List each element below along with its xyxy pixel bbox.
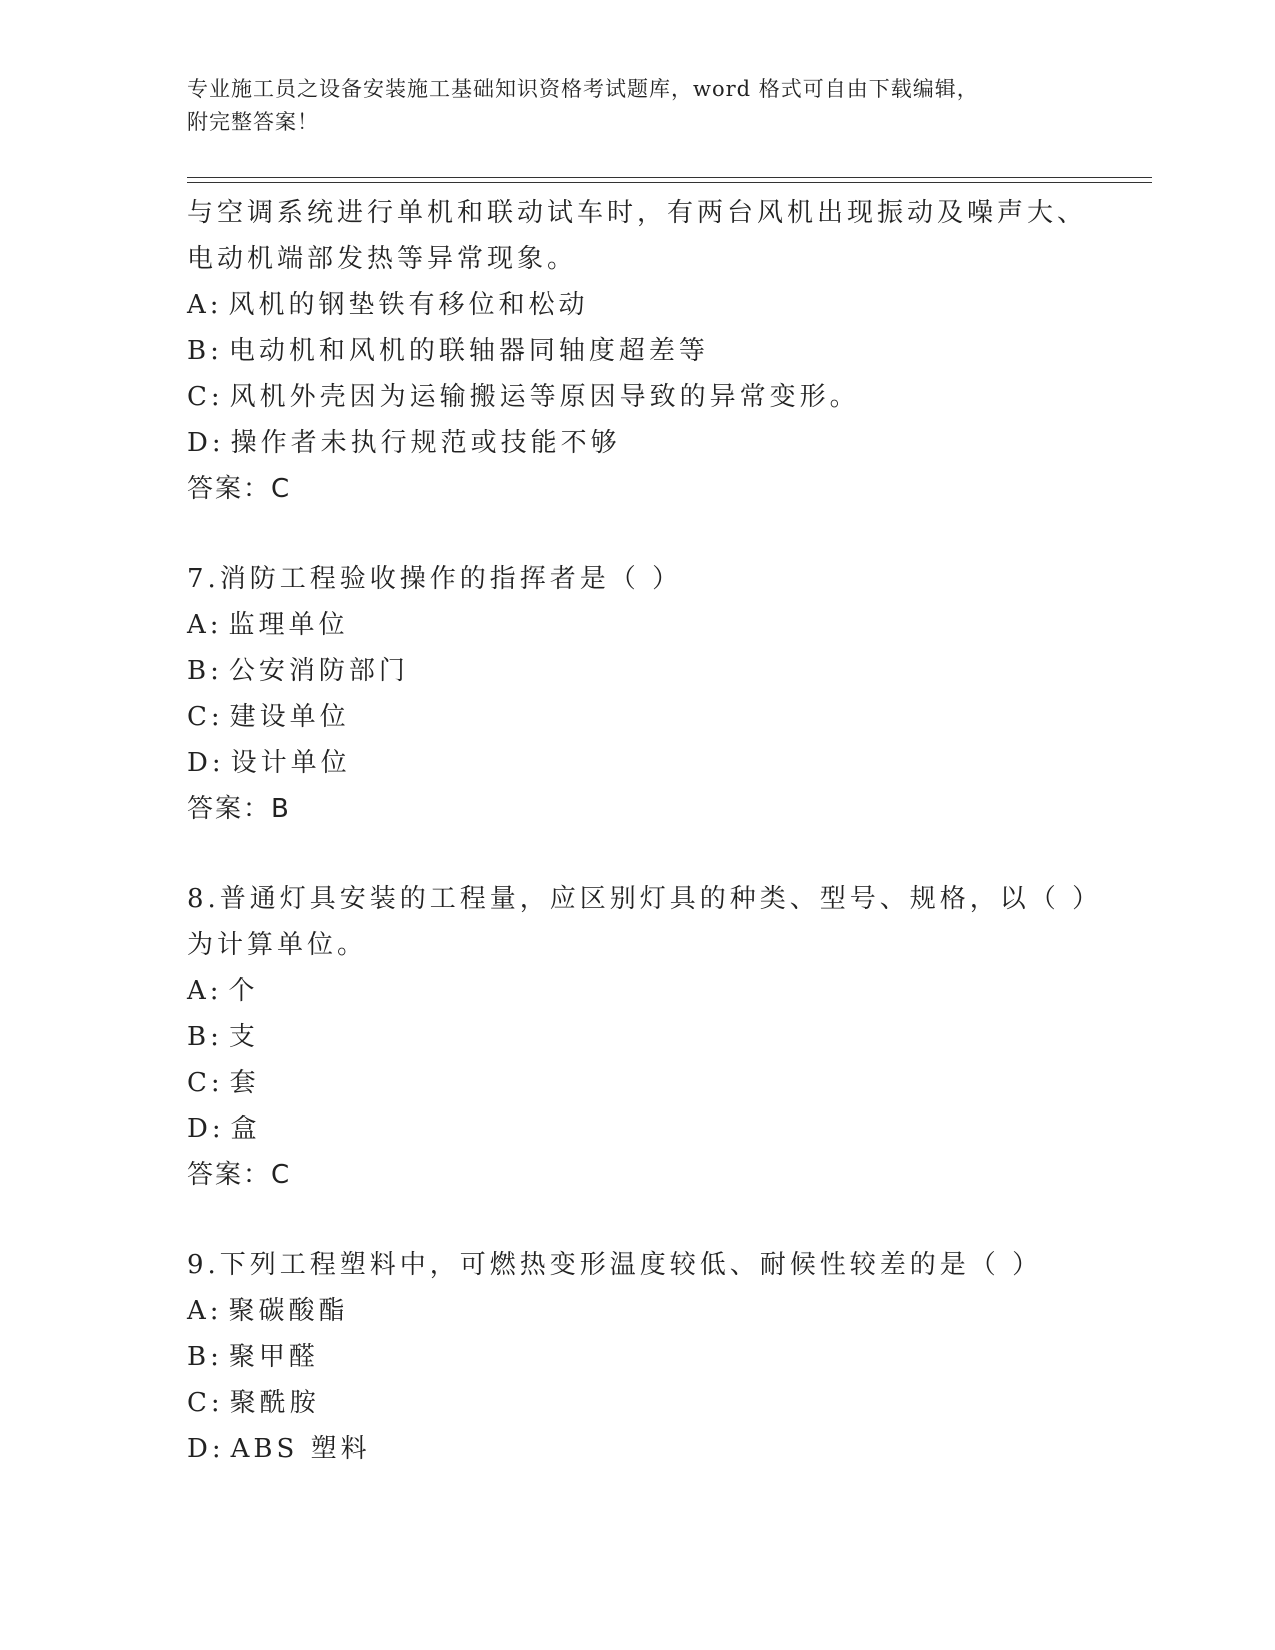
option-label: B: bbox=[187, 1022, 223, 1052]
question-text-line: 与空调系统进行单机和联动试车时，有两台风机出现振动及噪声大、 bbox=[187, 198, 1088, 228]
option-label: A: bbox=[187, 610, 223, 640]
option-a bbox=[187, 968, 1067, 1014]
question-9 bbox=[187, 1242, 1067, 1472]
option-text: 风机的钢垫铁有移位和松动 bbox=[228, 290, 589, 320]
question-text-line: 9.下列工程塑料中，可燃热变形温度较低、耐候性较差的是（ ） bbox=[187, 1250, 1043, 1280]
option-label: C: bbox=[187, 1068, 224, 1098]
option-a bbox=[187, 282, 1067, 328]
option-text: 个 bbox=[228, 976, 259, 1006]
option-label: B: bbox=[187, 656, 223, 686]
option-d bbox=[187, 420, 1067, 466]
option-label: B: bbox=[187, 336, 223, 366]
option-text: 聚甲醛 bbox=[228, 1342, 319, 1372]
header-divider-bottom bbox=[187, 182, 1152, 183]
answer: 答案：C bbox=[187, 1160, 292, 1190]
option-label: C: bbox=[187, 702, 224, 732]
header-divider-top bbox=[187, 177, 1152, 178]
option-text: 公安消防部门 bbox=[228, 656, 409, 686]
question-text-line: 7.消防工程验收操作的指挥者是（ ） bbox=[187, 564, 683, 594]
option-label: A: bbox=[187, 290, 223, 320]
option-b bbox=[187, 1334, 1067, 1380]
question-text-line: 8.普通灯具安装的工程量，应区别灯具的种类、型号、规格，以（ ） bbox=[187, 884, 1103, 914]
option-c bbox=[187, 1380, 1067, 1426]
option-c bbox=[187, 1060, 1067, 1106]
option-text: 支 bbox=[228, 1022, 259, 1052]
option-label: B: bbox=[187, 1342, 223, 1372]
question-8 bbox=[187, 876, 1103, 1198]
option-label: D: bbox=[187, 1434, 225, 1464]
option-text: 聚酰胺 bbox=[229, 1388, 320, 1418]
question-list bbox=[187, 190, 1103, 1516]
question-7 bbox=[187, 556, 1067, 832]
option-label: D: bbox=[187, 748, 225, 778]
question-text-line: 为计算单位。 bbox=[187, 930, 368, 960]
option-d bbox=[187, 1106, 1067, 1152]
option-text: 设计单位 bbox=[230, 748, 351, 778]
option-label: A: bbox=[187, 976, 223, 1006]
header-line-2: 附完整答案！ bbox=[187, 110, 319, 134]
document-header bbox=[187, 73, 1067, 139]
option-text: 监理单位 bbox=[228, 610, 349, 640]
option-label: D: bbox=[187, 1114, 225, 1144]
option-text: 盒 bbox=[230, 1114, 261, 1144]
option-label: C: bbox=[187, 382, 224, 412]
option-a bbox=[187, 602, 1067, 648]
option-label: C: bbox=[187, 1388, 224, 1418]
option-text: ABS 塑料 bbox=[230, 1434, 371, 1464]
option-label: A: bbox=[187, 1296, 223, 1326]
option-b bbox=[187, 1014, 1067, 1060]
option-text: 风机外壳因为运输搬运等原因导致的异常变形。 bbox=[229, 382, 860, 412]
option-b bbox=[187, 328, 1067, 374]
option-text: 操作者未执行规范或技能不够 bbox=[230, 428, 621, 458]
option-c bbox=[187, 694, 1067, 740]
option-text: 套 bbox=[229, 1068, 260, 1098]
option-c bbox=[187, 374, 1067, 420]
option-label: D: bbox=[187, 428, 225, 458]
answer: 答案：B bbox=[187, 794, 291, 824]
option-text: 电动机和风机的联轴器同轴度超差等 bbox=[228, 336, 709, 366]
question-6 bbox=[187, 190, 1088, 512]
question-text-line: 电动机端部发热等异常现象。 bbox=[187, 244, 578, 274]
option-b bbox=[187, 648, 1067, 694]
option-text: 建设单位 bbox=[229, 702, 350, 732]
option-a bbox=[187, 1288, 1067, 1334]
option-text: 聚碳酸酯 bbox=[228, 1296, 349, 1326]
option-d bbox=[187, 740, 1067, 786]
answer: 答案：C bbox=[187, 474, 292, 504]
option-d bbox=[187, 1426, 1067, 1472]
header-line-1: 专业施工员之设备安装施工基础知识资格考试题库，word 格式可自由下载编辑， bbox=[187, 77, 979, 101]
